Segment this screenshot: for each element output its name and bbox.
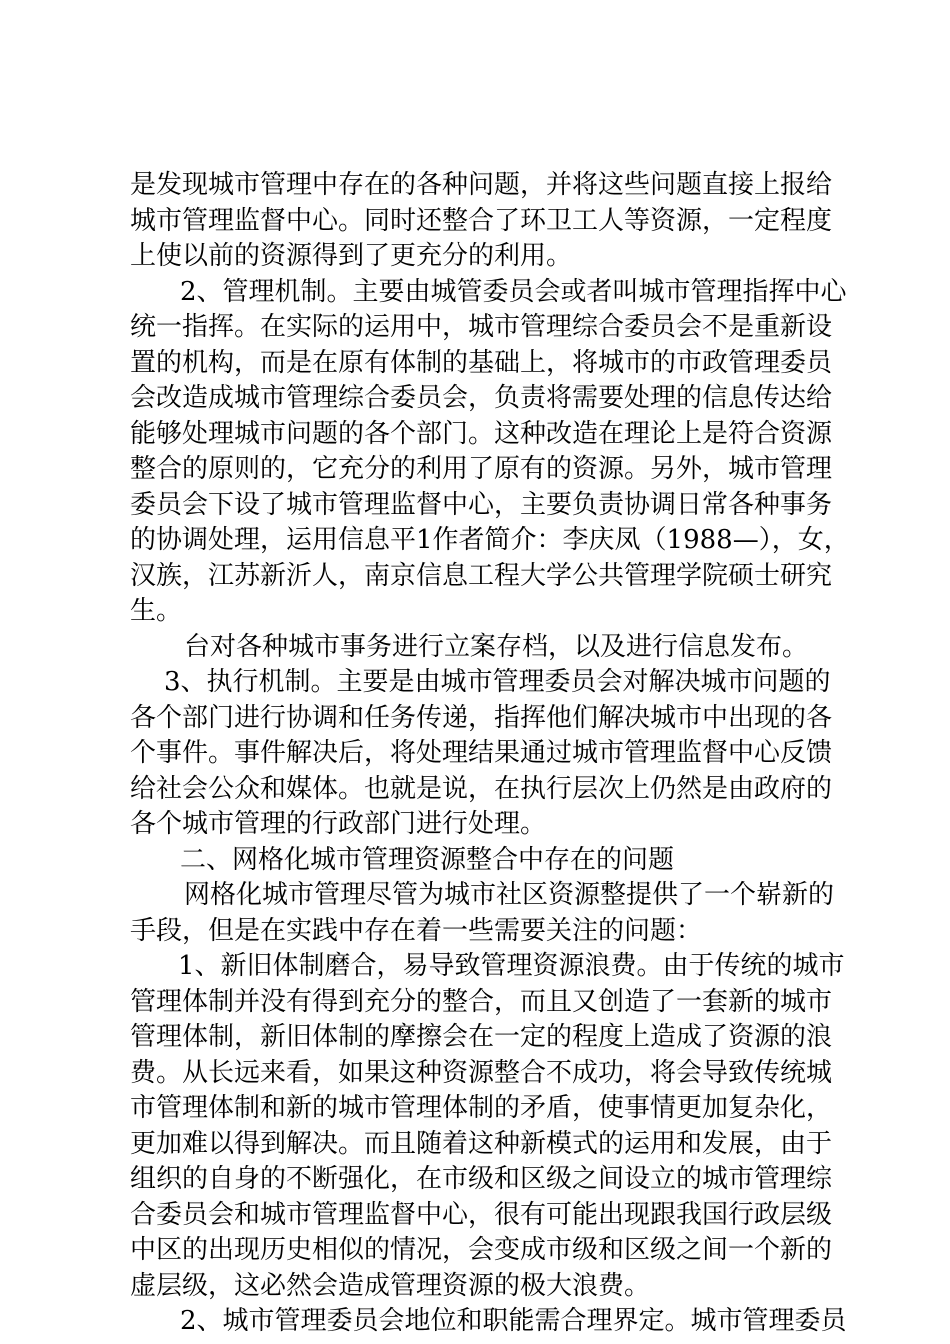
text-line: 上使以前的资源得到了更充分的利用。 bbox=[130, 241, 573, 271]
text-line: 各个城市管理的行政部门进行处理。 bbox=[130, 809, 547, 839]
text-line: 手段，但是在实践中存在着一些需要关注的问题： bbox=[130, 915, 703, 946]
text-line: 更加难以得到解决。而且随着这种新模式的运用和发展，由于 bbox=[130, 1128, 833, 1159]
text-line: 给社会公众和媒体。也就是说，在执行层次上仍然是由政府的 bbox=[130, 773, 833, 804]
text-line: 管理体制，新旧体制的摩擦会在一定的程度上造成了资源的浪 bbox=[130, 1022, 833, 1052]
text-line: 1、新旧体制磨合，易导致管理资源浪费。由于传统的城市 bbox=[178, 951, 845, 981]
text-line: 是发现城市管理中存在的各种问题，并将这些问题直接上报给 bbox=[130, 170, 833, 200]
text-line: 能够处理城市问题的各个部门。这种改造在理论上是符合资源 bbox=[130, 418, 833, 449]
text-line: 置的机构，而是在原有体制的基础上，将城市的市政管理委员 bbox=[130, 347, 833, 378]
text-line: 生。 bbox=[130, 596, 183, 626]
document-page bbox=[130, 168, 850, 1340]
text-line: 台对各种城市事务进行立案存档，以及进行信息发布。 bbox=[184, 631, 809, 662]
text-line: 城市管理监督中心。同时还整合了环卫工人等资源，一定程度 bbox=[130, 205, 833, 236]
text-line: 各个部门进行协调和任务传递，指挥他们解决城市中出现的各 bbox=[130, 702, 833, 733]
text-line: 个事件。事件解决后，将处理结果通过城市管理监督中心反馈 bbox=[130, 738, 833, 768]
text-line: 管理体制并没有得到充分的整合，而且又创造了一套新的城市 bbox=[130, 986, 833, 1017]
text-line: 3、执行机制。主要是由城市管理委员会对解决城市问题的 bbox=[164, 667, 831, 697]
text-line: 统一指挥。在实际的运用中，城市管理综合委员会不是重新设 bbox=[130, 312, 833, 342]
text-line: 组织的自身的不断强化，在市级和区级之间设立的城市管理综 bbox=[130, 1164, 833, 1194]
text-line: 中区的出现历史相似的情况，会变成市级和区级之间一个新的 bbox=[130, 1235, 833, 1265]
text-line: 合委员会和城市管理监督中心，很有可能出现跟我国行政层级 bbox=[130, 1199, 833, 1230]
text-line: 虚层级，这必然会造成管理资源的极大浪费。 bbox=[130, 1270, 651, 1301]
text-line: 整合的原则的，它充分的利用了原有的资源。另外，城市管理 bbox=[130, 454, 833, 484]
text-line: 网格化城市管理尽管为城市社区资源整提供了一个崭新的 bbox=[184, 880, 835, 910]
text-line: 会改造成城市管理综合委员会，负责将需要处理的信息传达给 bbox=[130, 383, 833, 413]
text-line: 汉族，江苏新沂人，南京信息工程大学公共管理学院硕士研究 bbox=[130, 560, 833, 591]
text-line: 2、城市管理委员会地位和职能需合理界定。城市管理委员 bbox=[180, 1306, 847, 1336]
text-line: 委员会下设了城市管理监督中心，主要负责协调日常各种事务 bbox=[130, 489, 833, 520]
text-line: 2、管理机制。主要由城管委员会或者叫城市管理指挥中心 bbox=[180, 276, 847, 307]
text-line: 的协调处理，运用信息平1作者简介：李庆凤（1988—），女， bbox=[130, 525, 850, 555]
section-heading: 二、网格化城市管理资源整合中存在的问题 bbox=[180, 844, 675, 875]
text-line: 费。从长远来看，如果这种资源整合不成功，将会导致传统城 bbox=[130, 1057, 833, 1088]
text-line: 市管理体制和新的城市管理体制的矛盾，使事情更加复杂化， bbox=[130, 1093, 833, 1123]
